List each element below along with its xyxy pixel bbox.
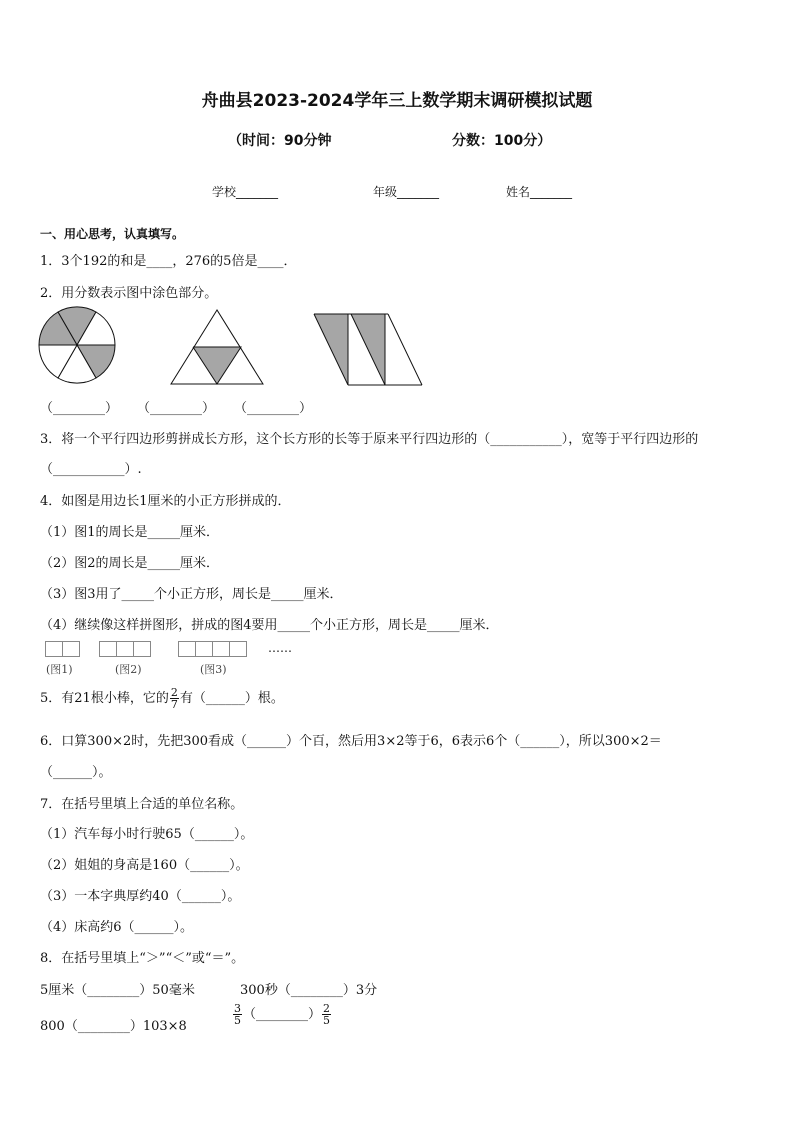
- question-7-part1: （1）汽车每小时行驶65（______）。: [40, 827, 254, 842]
- compare-3: 800（________）103×8: [40, 1019, 187, 1034]
- answer-blank-3[interactable]: （________）: [234, 401, 313, 416]
- question-7-part3: （3）一本字典厚约40（______）。: [40, 889, 241, 904]
- question-7-part2: （2）姐姐的身高是160（______）。: [40, 858, 249, 873]
- figure-2-label: (图2): [115, 663, 142, 676]
- grade-field: 年级_______: [373, 185, 440, 199]
- exam-time: （时间：90分钟: [228, 133, 332, 149]
- question-4-part4: （4）继续像这样拼图形，拼成的图4要用_____个小正方形，周长是_____厘米．: [40, 618, 499, 633]
- question-8-stem: 8．在括号里填上“＞”“＜”或“＝”。: [40, 951, 245, 966]
- school-field: 学校_______: [212, 185, 279, 199]
- question-3-line2: （___________）.: [40, 462, 142, 477]
- question-4-stem: 4．如图是用边长1厘米的小正方形拼成的．: [40, 494, 291, 509]
- circle-figure: [30, 303, 130, 387]
- unit-square: [133, 641, 151, 657]
- question-5-after: 有（______）根。: [179, 691, 284, 706]
- question-5: [40, 687, 284, 710]
- name-field: 姓名_______: [506, 185, 573, 199]
- unit-square: [195, 641, 212, 657]
- section-heading: 一、用心思考，认真填写。: [40, 227, 185, 241]
- question-4-part3: （3）图3用了_____个小正方形，周长是_____厘米．: [40, 587, 343, 602]
- fraction-denominator: 7: [170, 698, 178, 711]
- question-6-line2: （______）。: [40, 765, 112, 780]
- question-7-part4: （4）床高约6（______）。: [40, 920, 194, 935]
- question-1: 1．3个192的和是____，276的5倍是____．: [40, 254, 297, 269]
- page-title: 舟曲县2023-2024学年三上数学期末调研模拟试题: [201, 91, 593, 111]
- fraction-numerator: 3: [234, 1002, 241, 1015]
- question-7-stem: 7．在括号里填上合适的单位名称。: [40, 797, 244, 812]
- fraction-numerator: 2: [170, 686, 178, 699]
- fraction-two-fifths: [322, 1003, 331, 1026]
- compare-4: [232, 1003, 332, 1026]
- fraction-denominator: 5: [234, 1014, 241, 1027]
- figure-3-label: (图3): [200, 663, 227, 676]
- compare-4-blank: （________）: [243, 1007, 322, 1022]
- unit-square: [212, 641, 229, 657]
- ellipsis: ……: [268, 641, 292, 655]
- unit-square: [62, 641, 80, 657]
- figure-1-squares: [45, 641, 80, 657]
- unit-square: [178, 641, 195, 657]
- compare-2: 300秒（________）3分: [240, 983, 378, 998]
- question-5-before: 5．有21根小棒，它的: [40, 691, 169, 706]
- fraction-denominator: 5: [323, 1014, 331, 1027]
- question-4-part1: （1）图1的周长是_____厘米．: [40, 525, 220, 540]
- unit-square: [116, 641, 133, 657]
- unit-square: [45, 641, 62, 657]
- unit-square: [99, 641, 116, 657]
- answer-blank-2[interactable]: （________）: [137, 401, 216, 416]
- exam-score: 分数：100分）: [452, 133, 552, 149]
- fraction-two-sevenths: [170, 687, 179, 710]
- figure-1-label: (图1): [46, 663, 73, 676]
- question-3-line1: 3．将一个平行四边形剪拼成长方形，这个长方形的长等于原来平行四边形的（___________），宽等于平行四边形的: [40, 432, 699, 447]
- figure-3-squares: [178, 641, 247, 657]
- triangle-figure: [168, 308, 268, 388]
- parallelogram-figure: [310, 310, 426, 388]
- figure-2-squares: [99, 641, 151, 657]
- fraction-three-fifths: [233, 1003, 242, 1026]
- compare-1: 5厘米（________）50毫米: [40, 983, 195, 998]
- answer-blank-1[interactable]: （________）: [40, 401, 119, 416]
- question-4-part2: （2）图2的周长是_____厘米．: [40, 556, 220, 571]
- fraction-numerator: 2: [323, 1002, 331, 1015]
- question-2-stem: 2．用分数表示图中涂色部分。: [40, 286, 218, 301]
- unit-square: [229, 641, 247, 657]
- question-6-line1: 6．口算300×2时，先把300看成（______）个百，然后用3×2等于6，6表示6个（______），所以300×2＝: [40, 734, 662, 749]
